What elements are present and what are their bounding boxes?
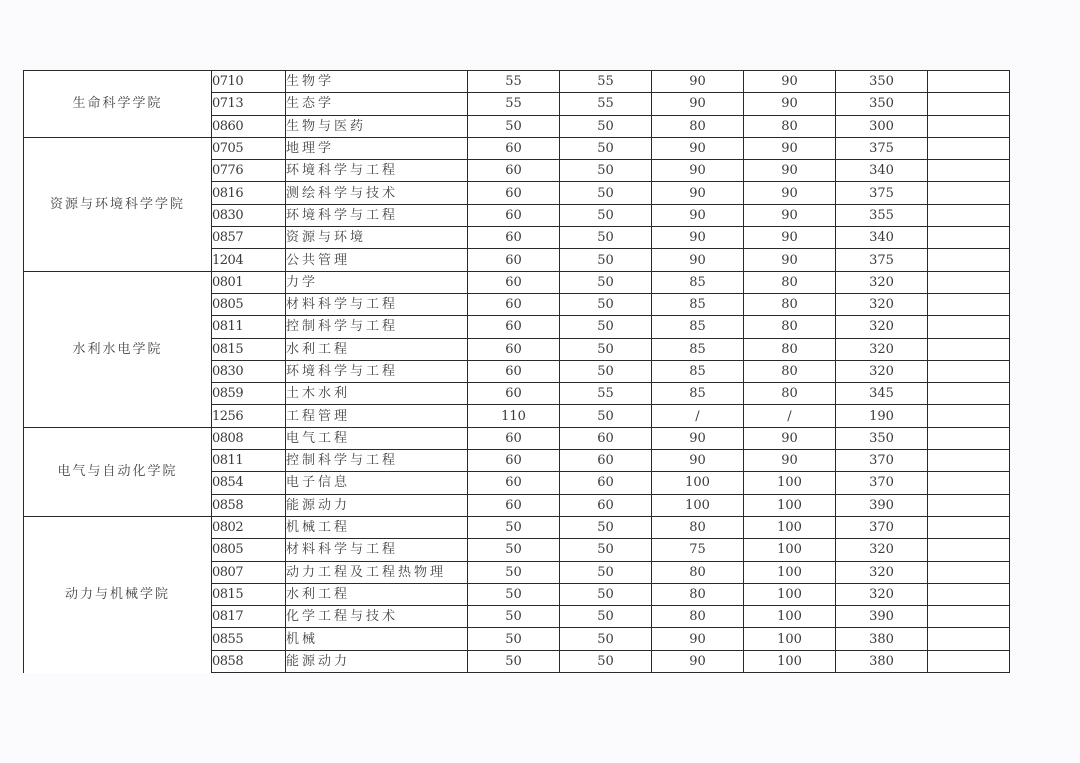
major-code: 0858 <box>212 494 286 516</box>
score-foreign-language: 50 <box>560 561 652 583</box>
score-subject-1: 80 <box>652 583 744 605</box>
major-name: 生物学 <box>286 71 468 93</box>
score-politics: 60 <box>468 293 560 315</box>
major-code: 0830 <box>212 204 286 226</box>
remarks <box>928 316 1010 338</box>
score-foreign-language: 50 <box>560 628 652 650</box>
score-subject-2: 80 <box>744 383 836 405</box>
major-code: 0705 <box>212 137 286 159</box>
score-subject-1: 100 <box>652 494 744 516</box>
score-subject-1: 90 <box>652 182 744 204</box>
score-subject-1: 85 <box>652 316 744 338</box>
score-subject-2: 80 <box>744 271 836 293</box>
score-subject-1: 90 <box>652 160 744 182</box>
score-subject-1: 100 <box>652 472 744 494</box>
score-politics: 60 <box>468 249 560 271</box>
major-name: 环境科学与工程 <box>286 360 468 382</box>
score-foreign-language: 50 <box>560 606 652 628</box>
score-subject-2: 80 <box>744 316 836 338</box>
score-foreign-language: 50 <box>560 160 652 182</box>
score-foreign-language: 50 <box>560 271 652 293</box>
remarks <box>928 204 1010 226</box>
college-name: 电气与自动化学院 <box>24 427 212 516</box>
major-name: 环境科学与工程 <box>286 204 468 226</box>
score-politics: 110 <box>468 405 560 427</box>
score-subject-2: 80 <box>744 338 836 360</box>
remarks <box>928 115 1010 137</box>
score-total: 370 <box>836 516 928 538</box>
major-name: 地理学 <box>286 137 468 159</box>
score-subject-2: 90 <box>744 427 836 449</box>
remarks <box>928 137 1010 159</box>
score-total: 340 <box>836 160 928 182</box>
score-foreign-language: 50 <box>560 115 652 137</box>
score-subject-1: 90 <box>652 93 744 115</box>
score-politics: 60 <box>468 137 560 159</box>
major-code: 0815 <box>212 338 286 360</box>
score-subject-1: 90 <box>652 227 744 249</box>
score-subject-2: 100 <box>744 583 836 605</box>
major-code: 0807 <box>212 561 286 583</box>
remarks <box>928 227 1010 249</box>
major-code: 1256 <box>212 405 286 427</box>
score-total: 320 <box>836 338 928 360</box>
major-code: 0805 <box>212 293 286 315</box>
score-foreign-language: 60 <box>560 450 652 472</box>
score-politics: 60 <box>468 383 560 405</box>
score-politics: 60 <box>468 227 560 249</box>
score-subject-1: 80 <box>652 516 744 538</box>
major-code: 0776 <box>212 160 286 182</box>
score-politics: 60 <box>468 472 560 494</box>
major-name: 水利工程 <box>286 583 468 605</box>
score-subject-1: 80 <box>652 606 744 628</box>
table-row <box>24 271 1010 293</box>
score-foreign-language: 50 <box>560 182 652 204</box>
remarks <box>928 561 1010 583</box>
score-politics: 60 <box>468 316 560 338</box>
score-subject-2: 90 <box>744 450 836 472</box>
major-name: 机械工程 <box>286 516 468 538</box>
score-subject-1: 90 <box>652 650 744 672</box>
score-foreign-language: 50 <box>560 316 652 338</box>
score-foreign-language: 50 <box>560 249 652 271</box>
table-body <box>24 71 1010 673</box>
major-code: 0817 <box>212 606 286 628</box>
remarks <box>928 606 1010 628</box>
major-name: 机械 <box>286 628 468 650</box>
remarks <box>928 494 1010 516</box>
score-subject-1: 80 <box>652 115 744 137</box>
score-politics: 60 <box>468 160 560 182</box>
score-foreign-language: 55 <box>560 93 652 115</box>
major-name: 水利工程 <box>286 338 468 360</box>
score-total: 390 <box>836 494 928 516</box>
college-name: 资源与环境科学学院 <box>24 137 212 271</box>
remarks <box>928 427 1010 449</box>
score-total: 350 <box>836 71 928 93</box>
score-total: 375 <box>836 182 928 204</box>
major-code: 0808 <box>212 427 286 449</box>
score-politics: 60 <box>468 360 560 382</box>
score-total: 380 <box>836 650 928 672</box>
major-name: 工程管理 <box>286 405 468 427</box>
score-subject-2: 100 <box>744 472 836 494</box>
score-total: 390 <box>836 606 928 628</box>
college-name: 生命科学学院 <box>24 71 212 138</box>
score-subject-2: 90 <box>744 71 836 93</box>
score-politics: 50 <box>468 115 560 137</box>
table-row <box>24 71 1010 93</box>
score-subject-2: 90 <box>744 137 836 159</box>
score-subject-1: / <box>652 405 744 427</box>
major-name: 控制科学与工程 <box>286 450 468 472</box>
major-code: 0811 <box>212 450 286 472</box>
remarks <box>928 271 1010 293</box>
major-code: 0858 <box>212 650 286 672</box>
score-subject-1: 90 <box>652 137 744 159</box>
major-code: 0801 <box>212 271 286 293</box>
score-politics: 60 <box>468 204 560 226</box>
score-subject-2: 90 <box>744 227 836 249</box>
major-code: 0815 <box>212 583 286 605</box>
remarks <box>928 450 1010 472</box>
score-total: 300 <box>836 115 928 137</box>
major-name: 资源与环境 <box>286 227 468 249</box>
score-foreign-language: 60 <box>560 427 652 449</box>
score-subject-2: 100 <box>744 606 836 628</box>
major-name: 能源动力 <box>286 494 468 516</box>
score-foreign-language: 60 <box>560 472 652 494</box>
score-subject-1: 75 <box>652 539 744 561</box>
major-name: 生物与医药 <box>286 115 468 137</box>
score-politics: 60 <box>468 427 560 449</box>
score-politics: 60 <box>468 338 560 360</box>
score-foreign-language: 50 <box>560 204 652 226</box>
remarks <box>928 628 1010 650</box>
remarks <box>928 182 1010 204</box>
score-total: 350 <box>836 93 928 115</box>
score-politics: 60 <box>468 271 560 293</box>
major-name: 土木水利 <box>286 383 468 405</box>
remarks <box>928 71 1010 93</box>
score-subject-2: 90 <box>744 204 836 226</box>
score-foreign-language: 50 <box>560 360 652 382</box>
major-name: 公共管理 <box>286 249 468 271</box>
score-politics: 50 <box>468 561 560 583</box>
score-subject-2: 90 <box>744 249 836 271</box>
score-foreign-language: 50 <box>560 137 652 159</box>
score-politics: 55 <box>468 71 560 93</box>
remarks <box>928 338 1010 360</box>
major-name: 电子信息 <box>286 472 468 494</box>
remarks <box>928 160 1010 182</box>
score-foreign-language: 50 <box>560 293 652 315</box>
major-name: 控制科学与工程 <box>286 316 468 338</box>
major-code: 0816 <box>212 182 286 204</box>
score-politics: 50 <box>468 628 560 650</box>
major-code: 0860 <box>212 115 286 137</box>
major-code: 0713 <box>212 93 286 115</box>
score-foreign-language: 50 <box>560 405 652 427</box>
score-politics: 50 <box>468 606 560 628</box>
major-name: 材料科学与工程 <box>286 293 468 315</box>
major-name: 环境科学与工程 <box>286 160 468 182</box>
score-subject-2: 100 <box>744 494 836 516</box>
score-foreign-language: 50 <box>560 650 652 672</box>
score-foreign-language: 50 <box>560 539 652 561</box>
table-row <box>24 137 1010 159</box>
score-foreign-language: 50 <box>560 583 652 605</box>
major-name: 化学工程与技术 <box>286 606 468 628</box>
remarks <box>928 383 1010 405</box>
remarks <box>928 249 1010 271</box>
score-subject-1: 85 <box>652 271 744 293</box>
score-total: 320 <box>836 316 928 338</box>
score-table <box>23 70 1010 673</box>
score-subject-1: 85 <box>652 383 744 405</box>
score-total: 375 <box>836 137 928 159</box>
remarks <box>928 93 1010 115</box>
remarks <box>928 650 1010 672</box>
score-total: 320 <box>836 539 928 561</box>
score-subject-2: 90 <box>744 93 836 115</box>
score-politics: 50 <box>468 583 560 605</box>
score-politics: 55 <box>468 93 560 115</box>
college-name: 动力与机械学院 <box>24 516 212 672</box>
score-subject-2: 90 <box>744 182 836 204</box>
remarks <box>928 293 1010 315</box>
score-foreign-language: 50 <box>560 516 652 538</box>
score-subject-1: 85 <box>652 360 744 382</box>
score-subject-2: 80 <box>744 360 836 382</box>
score-subject-2: 100 <box>744 628 836 650</box>
score-total: 320 <box>836 561 928 583</box>
score-foreign-language: 55 <box>560 71 652 93</box>
score-subject-1: 90 <box>652 628 744 650</box>
score-subject-1: 85 <box>652 293 744 315</box>
score-subject-1: 85 <box>652 338 744 360</box>
major-name: 力学 <box>286 271 468 293</box>
score-foreign-language: 60 <box>560 494 652 516</box>
major-name: 电气工程 <box>286 427 468 449</box>
score-politics: 60 <box>468 494 560 516</box>
major-name: 材料科学与工程 <box>286 539 468 561</box>
remarks <box>928 539 1010 561</box>
score-total: 375 <box>836 249 928 271</box>
score-subject-2: 100 <box>744 561 836 583</box>
college-name: 水利水电学院 <box>24 271 212 427</box>
score-total: 355 <box>836 204 928 226</box>
major-code: 0854 <box>212 472 286 494</box>
score-politics: 60 <box>468 450 560 472</box>
remarks <box>928 405 1010 427</box>
score-subject-1: 90 <box>652 204 744 226</box>
score-subject-1: 90 <box>652 71 744 93</box>
score-total: 345 <box>836 383 928 405</box>
score-politics: 50 <box>468 650 560 672</box>
major-name: 测绘科学与技术 <box>286 182 468 204</box>
table-row <box>24 427 1010 449</box>
score-foreign-language: 50 <box>560 227 652 249</box>
major-name: 生态学 <box>286 93 468 115</box>
major-code: 0802 <box>212 516 286 538</box>
score-total: 370 <box>836 472 928 494</box>
score-subject-2: 90 <box>744 160 836 182</box>
major-code: 1204 <box>212 249 286 271</box>
score-subject-2: 80 <box>744 115 836 137</box>
major-code: 0859 <box>212 383 286 405</box>
score-subject-1: 90 <box>652 427 744 449</box>
major-name: 动力工程及工程热物理 <box>286 561 468 583</box>
major-code: 0710 <box>212 71 286 93</box>
score-subject-2: 100 <box>744 539 836 561</box>
major-code: 0830 <box>212 360 286 382</box>
score-total: 320 <box>836 271 928 293</box>
score-politics: 60 <box>468 182 560 204</box>
score-foreign-language: 50 <box>560 338 652 360</box>
score-politics: 50 <box>468 539 560 561</box>
major-code: 0805 <box>212 539 286 561</box>
major-name: 能源动力 <box>286 650 468 672</box>
score-total: 320 <box>836 360 928 382</box>
remarks <box>928 583 1010 605</box>
score-subject-2: 100 <box>744 516 836 538</box>
score-subject-1: 90 <box>652 450 744 472</box>
remarks <box>928 516 1010 538</box>
score-politics: 50 <box>468 516 560 538</box>
score-foreign-language: 55 <box>560 383 652 405</box>
score-total: 320 <box>836 293 928 315</box>
score-total: 190 <box>836 405 928 427</box>
score-subject-1: 90 <box>652 249 744 271</box>
major-code: 0855 <box>212 628 286 650</box>
remarks <box>928 360 1010 382</box>
score-total: 320 <box>836 583 928 605</box>
score-total: 340 <box>836 227 928 249</box>
score-total: 350 <box>836 427 928 449</box>
score-total: 370 <box>836 450 928 472</box>
major-code: 0811 <box>212 316 286 338</box>
major-code: 0857 <box>212 227 286 249</box>
score-subject-1: 80 <box>652 561 744 583</box>
table-row <box>24 516 1010 538</box>
score-subject-2: 100 <box>744 650 836 672</box>
score-subject-2: 80 <box>744 293 836 315</box>
score-subject-2: / <box>744 405 836 427</box>
remarks <box>928 472 1010 494</box>
score-total: 380 <box>836 628 928 650</box>
